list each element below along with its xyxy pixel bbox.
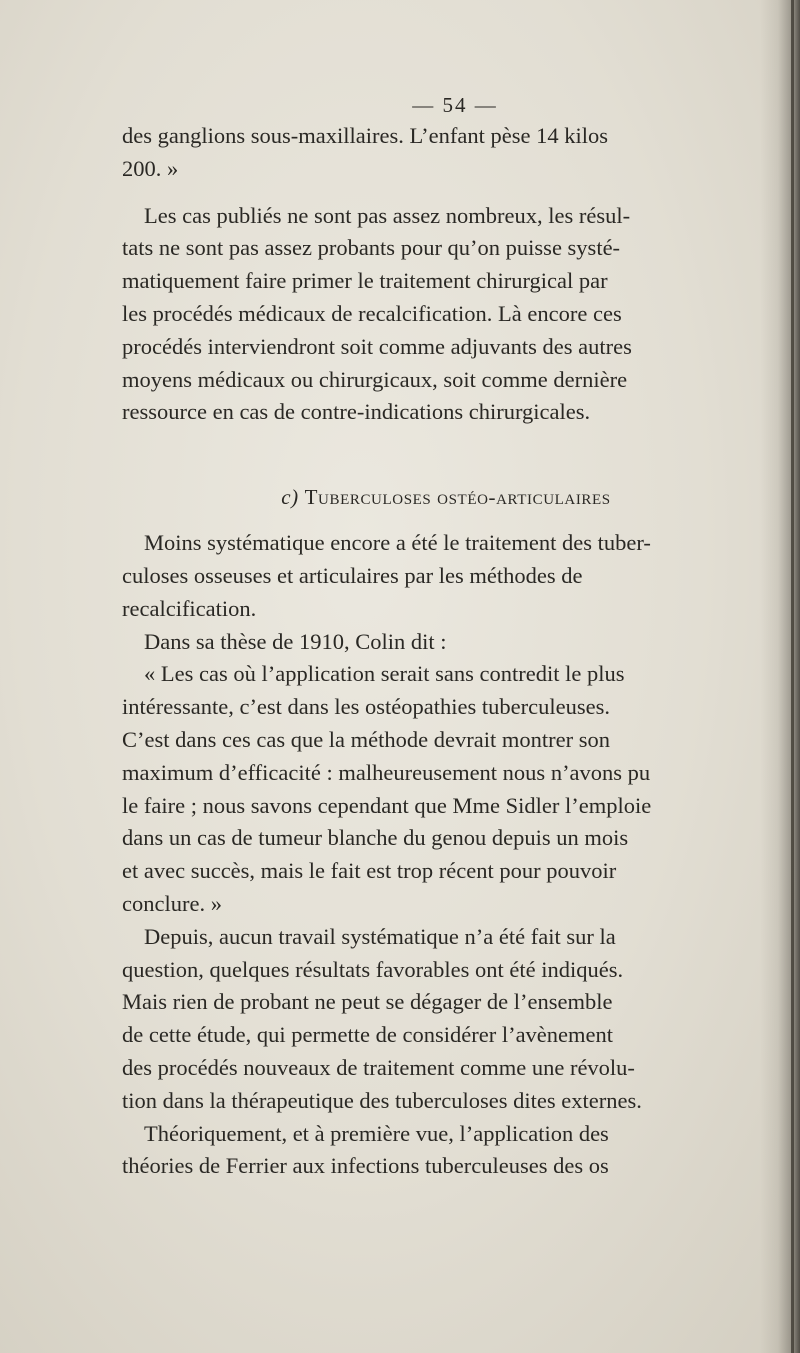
paragraph-1: des ganglions sous-maxillaires. L’enfant pèse 14 kilos 200. » xyxy=(122,123,608,181)
paragraph-3: Moins systématique encore a été le traitement des tuber- culoses osseuses et articulaires par les méthodes de recalcification. xyxy=(122,530,651,621)
paragraph-6: Depuis, aucun travail systématique n’a été fait sur la question, quelques résultats favorables ont été indiqués. Mais rien de probant ne peut se dégager de l’ensemble de cette étude, qui permette de considérer l’avènement des procédés nouveaux de traitement comme une révolu- tion dans la thérapeutique des tuberculoses dites externes. xyxy=(122,923,642,1113)
quotation-paragraph: « Les cas où l’application serait sans contredit le plus intéressante, c’est dans les ostéopathies tuberculeuses. C’est dans ces cas que la méthode devrait montrer son maximum d’efficacité : malheureusement nous n’avons pu le faire ; nous savons cependant que Mme Sidler l’emploie dans un cas de tumeur blanche du genou depuis un mois et avec succès, mais le fait est trop récent pour pouvoir conclure. » xyxy=(122,661,652,916)
page-edge xyxy=(791,0,794,1353)
section-letter: c) xyxy=(281,485,299,510)
paragraph-2: Les cas publiés ne sont pas assez nombreux, les résul- tats ne sont pas assez probants pour qu’on puisse systé- matiquement faire primer le traitement chirurgical par les procédés médicaux de recalcification. Là encore ces procédés interviendront soit comme adjuvants des autres moyens médicaux ou chirurgicaux, soit comme dernière ressource en cas de contre-indications chirurgicales. xyxy=(122,202,632,425)
section-title: Tuberculoses ostéo-articulaires xyxy=(304,485,611,510)
text-body xyxy=(122,90,770,1183)
paragraph-7: Théoriquement, et à première vue, l’application des théories de Ferrier aux infections tuberculeuses des os xyxy=(122,1120,609,1179)
page-number: — 54 — xyxy=(412,93,498,117)
paragraph-4: Dans sa thèse de 1910, Colin dit : xyxy=(144,628,447,654)
section-heading xyxy=(122,481,770,513)
